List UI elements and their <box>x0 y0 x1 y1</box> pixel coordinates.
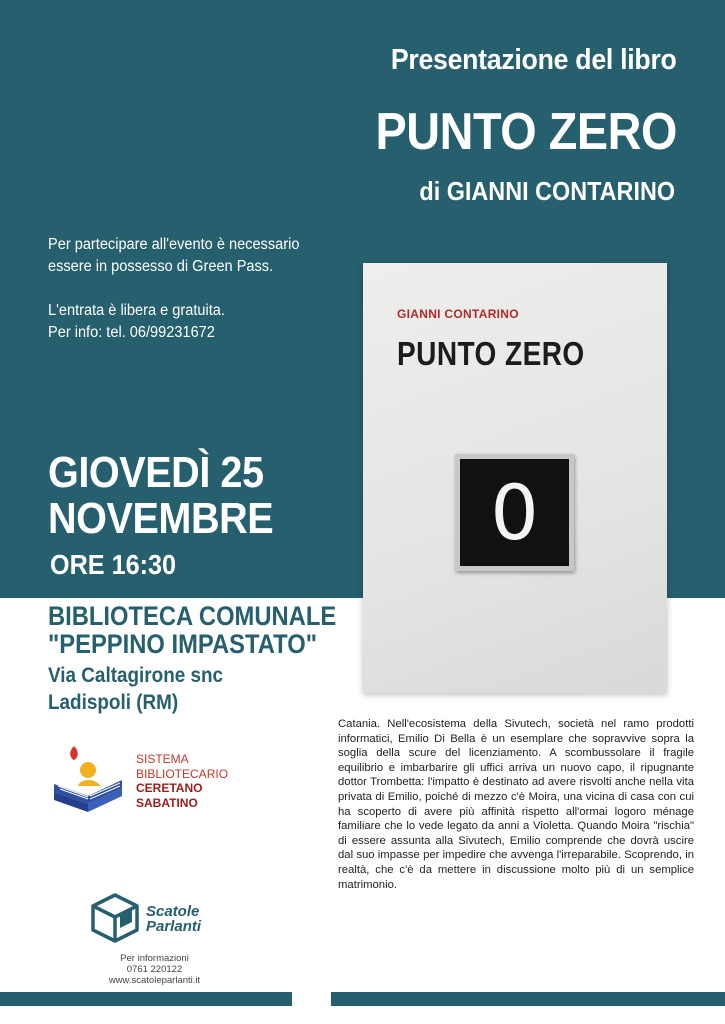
book-cover-tile <box>455 454 574 571</box>
publisher-website[interactable]: www.scatoleparlanti.it <box>108 975 201 986</box>
publisher-phone: 0761 220122 <box>126 964 183 975</box>
event-subtitle: Presentazione del libro <box>391 44 677 76</box>
venue-name-line: BIBLIOTECA COMUNALE <box>48 601 337 631</box>
library-system-line: SISTEMA <box>136 752 189 766</box>
event-date-day: GIOVEDÌ 25 <box>48 448 264 497</box>
publisher-contact <box>92 953 217 986</box>
book-cover-author: GIANNI CONTARINO <box>397 307 519 321</box>
library-system-line: BIBLIOTECARIO <box>136 766 229 781</box>
event-date-month: NOVEMBRE <box>48 494 274 543</box>
book-title-heading: PUNTO ZERO <box>375 103 677 161</box>
venue-address <box>48 662 223 716</box>
book-cover-tile-face <box>460 459 569 566</box>
book-cover-digit: 0 <box>490 467 539 557</box>
publisher-name-line: Scatole <box>146 903 200 920</box>
info-phone: Per info: tel. 06/99231672 <box>48 324 215 341</box>
publisher-box-icon <box>90 892 140 944</box>
publisher-info-label: Per informazioni <box>120 953 189 964</box>
library-system-logo-icon <box>50 740 126 816</box>
book-description: Catania. Nell'ecosistema della Sivutech, società nel ramo prodotti informatici, Emilio Di Bella è un esemplare che sopravvive sopra la soglia della scure del licenziamento. A scombussolare il fragile equilibrio e imbarbarire gli uffici arriva un nuovo capo, il ripugnante dottor Trombetta: l'impatto è destinato ad avere risvolti anche nella vita privata di Emilio, poiché di mezzo c'è Moira, una vicina di casa con cui ha scoperto di avere più affinità rispetto all'ormai logoro ménage familiare che lo vede legato da anni a Violetta. Quando Moira "rischia" di essere assunta alla Sivutech, Emilio comprende che dovrà uscire dal suo impasse per impedire che avvenga l'irreparabile. Scoprendo, in realtà, che c'è da mettere in discussione molto più di un semplice matrimonio. <box>338 718 694 891</box>
venue-city: Ladispoli (RM) <box>48 691 179 714</box>
info-line: essere in possesso di Green Pass. <box>48 258 274 275</box>
library-system-name <box>136 752 228 810</box>
library-system-line: SABATINO <box>136 795 198 810</box>
info-line: L'entrata è libera e gratuita. <box>48 302 225 319</box>
event-info <box>48 234 299 344</box>
footer-bar-left <box>0 992 292 1006</box>
publisher-name <box>146 904 201 934</box>
venue-street: Via Caltagirone snc <box>48 664 224 687</box>
info-line: Per partecipare all'evento è necessario <box>48 236 300 253</box>
book-cover-title: PUNTO ZERO <box>397 335 585 372</box>
event-time: ORE 16:30 <box>50 549 177 580</box>
library-system-line: CERETANO <box>136 781 203 795</box>
venue-name <box>48 602 336 658</box>
footer-bar-right <box>331 992 725 1006</box>
publisher-name-line: Parlanti <box>146 918 202 935</box>
book-author-heading: di GIANNI CONTARINO <box>419 176 675 206</box>
book-cover <box>363 263 667 693</box>
venue-name-line: "PEPPINO IMPASTATO" <box>48 629 317 659</box>
